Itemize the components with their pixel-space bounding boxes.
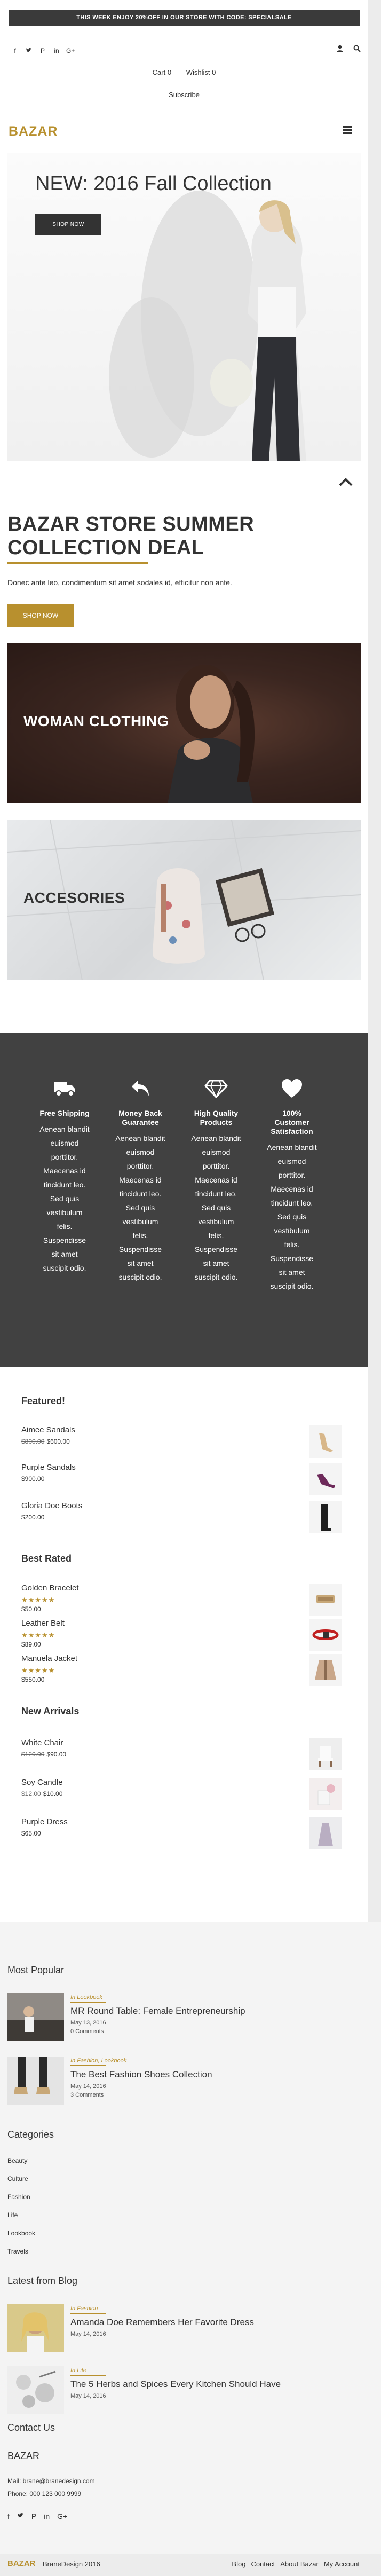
post-comments[interactable]: 3 Comments <box>70 2092 104 2098</box>
post-title[interactable]: Amanda Doe Remembers Her Favorite Dress <box>70 2317 254 2327</box>
category-item[interactable]: Life <box>7 2211 18 2219</box>
facebook-icon[interactable]: f <box>14 47 16 54</box>
product-name[interactable]: Soy Candle <box>21 1778 63 1787</box>
feature-satisfaction <box>267 1076 317 1293</box>
feature-free-shipping <box>39 1076 90 1275</box>
product-old-price: $120.00 <box>21 1751 45 1758</box>
googleplus-icon[interactable]: G+ <box>66 47 75 54</box>
rating-stars: ★★★★★ <box>21 1596 55 1604</box>
product-name[interactable]: White Chair <box>21 1738 64 1747</box>
product-price: $65.00 <box>21 1830 41 1837</box>
product-price: $50.00 <box>21 1605 41 1613</box>
hero-image <box>7 153 361 461</box>
hero-shop-now-button[interactable]: SHOP NOW <box>35 214 101 235</box>
linkedin-icon[interactable]: in <box>54 47 59 54</box>
account-actions <box>336 45 361 55</box>
post-category[interactable]: In Fashion, Lookbook <box>70 2058 127 2064</box>
subscribe-link[interactable]: Subscribe <box>169 91 200 99</box>
post-category[interactable]: In Life <box>70 2367 86 2374</box>
rating-stars: ★★★★★ <box>21 1631 55 1639</box>
product-item[interactable] <box>21 1654 347 1686</box>
feature-money-back <box>115 1076 165 1284</box>
product-sale-price: $90.00 <box>46 1751 67 1758</box>
post-date: May 14, 2016 <box>70 2083 106 2090</box>
linkedin-icon[interactable]: in <box>44 2512 50 2520</box>
post-date: May 14, 2016 <box>70 2393 106 2399</box>
accessories-label: ACCESORIES <box>23 889 125 906</box>
product-name[interactable]: Purple Sandals <box>21 1463 76 1472</box>
product-thumbnail[interactable] <box>309 1425 342 1458</box>
product-thumbnail[interactable] <box>309 1619 342 1651</box>
footer-link-about[interactable]: About Bazar <box>280 2560 319 2568</box>
feature-high-quality <box>191 1076 241 1284</box>
product-name[interactable]: Gloria Doe Boots <box>21 1501 83 1510</box>
post-date: May 14, 2016 <box>70 2331 106 2337</box>
product-item[interactable] <box>21 1501 347 1533</box>
product-name[interactable]: Purple Dress <box>21 1817 68 1826</box>
product-sale-price: $600.00 <box>46 1438 70 1445</box>
product-price <box>21 1790 347 1798</box>
woman-clothing-banner[interactable] <box>7 643 361 803</box>
product-name[interactable]: Leather Belt <box>21 1619 65 1628</box>
logo[interactable]: BAZAR <box>9 124 58 139</box>
popular-post[interactable] <box>7 2057 349 2105</box>
hamburger-menu-icon[interactable] <box>343 126 352 135</box>
promo-bar: THIS WEEK ENJOY 20%OFF IN OUR STORE WITH CODE: SPECIALSALE <box>9 10 360 26</box>
post-thumbnail[interactable] <box>7 2057 64 2105</box>
diamond-icon <box>191 1076 241 1101</box>
most-popular-heading: Most Popular <box>7 1965 65 1975</box>
deal-shop-now-button[interactable]: SHOP NOW <box>7 604 74 627</box>
product-thumbnail[interactable] <box>309 1654 342 1686</box>
feature-text: Aenean blandit euismod porttitor. Maecenas id tincidunt leo. Sed quis vestibulum felis. Suspendisse sit amet suscipit odio. <box>39 1125 90 1272</box>
post-thumbnail[interactable] <box>7 1993 64 2041</box>
categories-heading: Categories <box>7 2129 54 2140</box>
post-category[interactable]: In Lookbook <box>70 1994 102 2000</box>
product-name[interactable]: Manuela Jacket <box>21 1654 78 1663</box>
woman-clothing-label: WOMAN CLOTHING <box>23 713 169 729</box>
blog-post[interactable] <box>7 2304 349 2352</box>
product-thumbnail[interactable] <box>309 1778 342 1810</box>
footer-logo[interactable]: BAZAR <box>7 2559 36 2568</box>
product-item[interactable] <box>21 1584 347 1616</box>
product-thumbnail[interactable] <box>309 1817 342 1849</box>
product-name[interactable]: Golden Bracelet <box>21 1584 79 1593</box>
post-date: May 13, 2016 <box>70 2020 106 2026</box>
product-sale-price: $10.00 <box>43 1790 63 1798</box>
product-thumbnail[interactable] <box>309 1501 342 1533</box>
popular-post[interactable] <box>7 1993 349 2041</box>
accessories-banner[interactable] <box>7 820 361 980</box>
contact-brand: BAZAR <box>7 2451 40 2461</box>
footer-link-contact[interactable]: Contact <box>251 2560 275 2568</box>
product-price: $89.00 <box>21 1641 41 1648</box>
rating-stars: ★★★★★ <box>21 1666 55 1674</box>
product-price <box>21 1438 347 1445</box>
social-links <box>11 47 75 55</box>
deal-title <box>7 513 349 560</box>
deal-title-line-1: BAZAR STORE SUMMER <box>7 513 255 535</box>
product-old-price: $12.00 <box>21 1790 41 1798</box>
user-icon[interactable] <box>336 45 344 55</box>
twitter-icon[interactable] <box>25 47 33 55</box>
footer-link-account[interactable]: My Account <box>323 2560 360 2568</box>
cart-wishlist <box>0 68 368 76</box>
pinterest-icon[interactable]: P <box>31 2512 37 2520</box>
hero-banner <box>7 153 361 461</box>
product-price: $550.00 <box>21 1676 45 1683</box>
deal-underline <box>7 562 148 564</box>
feature-text: Aenean blandit euismod porttitor. Maecenas id tincidunt leo. Sed quis vestibulum felis. Suspendisse sit amet suscipit odio. <box>115 1134 165 1281</box>
product-old-price: $800.00 <box>21 1438 45 1445</box>
post-category-underline <box>70 2375 106 2376</box>
product-thumbnail[interactable] <box>309 1738 342 1770</box>
contact-phone: Phone: 000 123 000 9999 <box>7 2490 82 2498</box>
product-price <box>21 1751 347 1758</box>
feature-title: 100% Customer Satisfaction <box>271 1109 313 1136</box>
blog-post[interactable] <box>7 2366 349 2414</box>
footer-copyright: BraneDesign 2016 <box>43 2560 100 2568</box>
product-item[interactable] <box>21 1817 347 1849</box>
features-section <box>0 1033 368 1367</box>
pinterest-icon[interactable]: P <box>40 47 45 54</box>
post-category-underline <box>70 2313 106 2314</box>
category-item[interactable]: Fashion <box>7 2193 30 2201</box>
category-item[interactable]: Culture <box>7 2175 28 2183</box>
post-title[interactable]: MR Round Table: Female Entrepreneurship <box>70 2006 245 2016</box>
cart-link[interactable]: Cart 0 <box>152 68 172 76</box>
post-category[interactable]: In Fashion <box>70 2305 98 2312</box>
return-arrow-icon <box>115 1076 165 1101</box>
wishlist-link[interactable]: Wishlist 0 <box>186 68 216 76</box>
post-title[interactable]: The Best Fashion Shoes Collection <box>70 2069 212 2079</box>
post-comments[interactable]: 0 Comments <box>70 2028 104 2035</box>
product-price: $900.00 <box>21 1475 45 1483</box>
post-thumbnail[interactable] <box>7 2304 64 2352</box>
feature-title: High Quality Products <box>194 1109 239 1126</box>
new-arrivals-heading: New Arrivals <box>21 1706 80 1716</box>
product-thumbnail[interactable] <box>309 1584 342 1616</box>
feature-text: Aenean blandit euismod porttitor. Maecenas id tincidunt leo. Sed quis vestibulum felis. Suspendisse sit amet suscipit odio. <box>191 1134 241 1281</box>
facebook-icon[interactable]: f <box>7 2512 10 2520</box>
product-item[interactable] <box>21 1463 347 1495</box>
feature-title: Money Back Guarantee <box>118 1109 162 1126</box>
deal-text: Donec ante leo, condimentum sit amet sodales id, efficitur non ante. <box>7 578 232 587</box>
googleplus-icon[interactable]: G+ <box>57 2512 68 2520</box>
contact-heading: Contact Us <box>7 2422 55 2433</box>
truck-icon <box>39 1076 90 1101</box>
category-item[interactable]: Travels <box>7 2248 28 2255</box>
heart-icon <box>267 1076 317 1101</box>
footer-link-blog[interactable]: Blog <box>232 2560 246 2568</box>
contact-mail[interactable]: Mail: brane@branedesign.com <box>7 2477 95 2485</box>
post-category-underline <box>70 2065 106 2066</box>
deal-title-line-2: COLLECTION DEAL <box>7 537 204 559</box>
best-rated-heading: Best Rated <box>21 1553 72 1564</box>
product-thumbnail[interactable] <box>309 1463 342 1495</box>
feature-text: Aenean blandit euismod porttitor. Maecenas id tincidunt leo. Sed quis vestibulum felis. Suspendisse sit amet suscipit odio. <box>267 1143 317 1290</box>
category-item[interactable]: Lookbook <box>7 2230 36 2237</box>
footer <box>0 2554 381 2576</box>
hero-title: NEW: 2016 Fall Collection <box>35 172 272 195</box>
twitter-icon[interactable] <box>17 2512 24 2520</box>
product-item[interactable] <box>21 1778 347 1810</box>
latest-blog-heading: Latest from Blog <box>7 2275 78 2286</box>
featured-heading: Featured! <box>21 1396 66 1406</box>
product-price: $200.00 <box>21 1514 45 1521</box>
feature-title: Free Shipping <box>39 1109 90 1117</box>
product-name[interactable]: Aimee Sandals <box>21 1425 75 1435</box>
product-item[interactable] <box>21 1619 347 1651</box>
footer-links <box>232 2560 360 2568</box>
post-category-underline <box>70 2002 106 2003</box>
search-icon[interactable] <box>353 45 361 55</box>
footer-social-links <box>7 2512 67 2520</box>
product-item[interactable] <box>21 1425 347 1458</box>
post-thumbnail[interactable] <box>7 2366 64 2414</box>
post-title[interactable]: The 5 Herbs and Spices Every Kitchen Should Have <box>70 2379 281 2389</box>
category-list <box>7 2157 35 2266</box>
category-item[interactable]: Beauty <box>7 2157 28 2164</box>
scroll-top-icon[interactable] <box>338 474 353 491</box>
product-item[interactable] <box>21 1738 347 1770</box>
